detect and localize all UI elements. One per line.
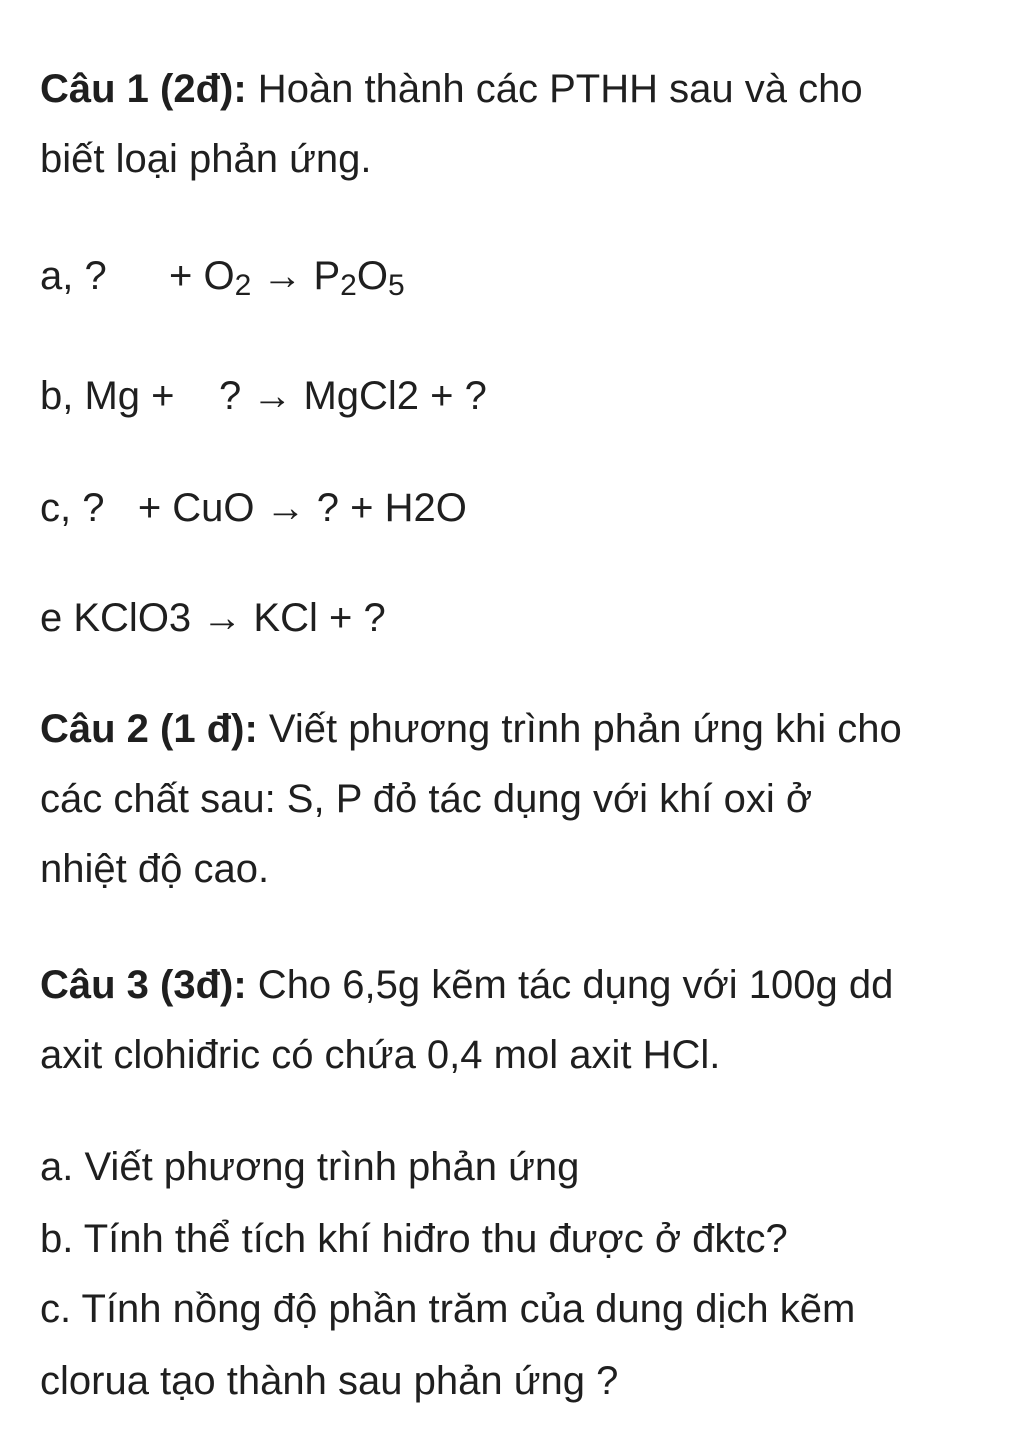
question-1-text: Hoàn thành các PTHH sau và cho bbox=[246, 67, 863, 111]
question-3-line-1 bbox=[40, 950, 893, 1020]
equation-a-o: O bbox=[356, 254, 388, 298]
question-3-part-c-line-1: c. Tính nồng độ phần trăm của dung dịch kẽm bbox=[40, 1287, 856, 1331]
question-2-line-1 bbox=[40, 694, 902, 764]
equation-a bbox=[40, 252, 405, 300]
equation-a-prefix: a, ? bbox=[40, 254, 107, 298]
question-3-label: Câu 3 (3đ): bbox=[40, 963, 247, 1007]
equation-b: b, Mg + ? → MgCl2 + ? bbox=[40, 374, 487, 418]
question-3-part-b: b. Tính thể tích khí hiđro thu được ở đktc? bbox=[40, 1217, 788, 1261]
question-2-text: Viết phương trình phản ứng khi cho bbox=[257, 707, 902, 751]
question-2-line-3: nhiệt độ cao. bbox=[40, 847, 270, 891]
question-1 bbox=[40, 54, 863, 194]
question-3-part-c-line-2: clorua tạo thành sau phản ứng ? bbox=[40, 1359, 619, 1403]
question-3 bbox=[40, 950, 893, 1090]
question-1-line-1 bbox=[40, 54, 863, 124]
question-1-label: Câu 1 (2đ): bbox=[40, 67, 247, 111]
equation-a-sub-3: 5 bbox=[387, 269, 405, 302]
equation-a-sub-1: 2 bbox=[234, 269, 252, 302]
question-2 bbox=[40, 694, 902, 904]
question-3-text: Cho 6,5g kẽm tác dụng với 100g dd bbox=[246, 963, 894, 1007]
question-2-line-2: các chất sau: S, P đỏ tác dụng với khí oxi ở bbox=[40, 777, 813, 821]
question-3-part-a: a. Viết phương trình phản ứng bbox=[40, 1145, 580, 1189]
equation-a-sub-2: 2 bbox=[340, 269, 357, 302]
equation-e: e KClO3 → KCl + ? bbox=[40, 596, 386, 640]
question-3-line-2: axit clohiđric có chứa 0,4 mol axit HCl. bbox=[40, 1033, 721, 1077]
equation-c: c, ? + CuO → ? + H2O bbox=[40, 486, 467, 530]
equation-a-plus-o: + O bbox=[168, 254, 235, 298]
equation-a-arrow: → P bbox=[251, 254, 341, 298]
question-1-line-2: biết loại phản ứng. bbox=[40, 137, 372, 181]
question-2-label: Câu 2 (1 đ): bbox=[40, 707, 258, 751]
